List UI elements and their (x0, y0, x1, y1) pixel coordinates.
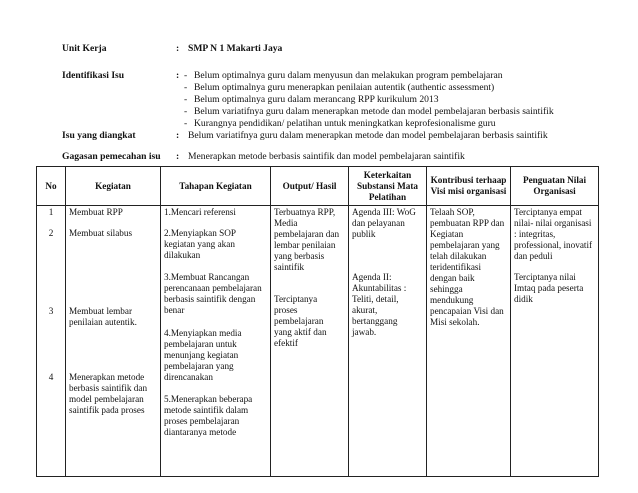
output-cell (271, 206, 349, 477)
row-number: 2 (48, 228, 54, 238)
table-row (37, 206, 599, 477)
identifikasi-isu-row (62, 70, 622, 132)
unit-kerja-label: Unit Kerja (62, 43, 107, 54)
identifikasi-isu-label: Identifikasi Isu (62, 70, 125, 81)
isu-item: - Belum optimalnya guru dalam merancang RPP kurikulum 2013 (184, 94, 439, 105)
unit-kerja-row (62, 43, 622, 55)
gagasan-label: Gagasan pemecahan isu (62, 151, 161, 162)
header-keterkaitan: Keterkaitan Substansi Mata Pelatihan (349, 167, 427, 206)
header-kontribusi: Kontribusi terhaap Visi misi organisasi (427, 167, 511, 206)
kontribusi-item: Telaah SOP, pembuatan RPP dan Kegiatan pembelajaran yang telah dilakukan teridentifikasi dengan baik sehingga mendukung pencapaian Visi dan Misi sekolah. (430, 207, 505, 327)
tahapan-item: 4.Menyiapkan media pembelajaran untuk menunjang kegiatan pembelajaran yang direncanakan (164, 328, 242, 382)
header-kegiatan: Kegiatan (66, 167, 161, 206)
header-tahapan: Tahapan Kegiatan (161, 167, 271, 206)
keterkaitan-cell (349, 206, 427, 477)
isu-diangkat-row (62, 130, 622, 142)
gagasan-row (62, 151, 622, 163)
isu-diangkat-label: Isu yang diangkat (62, 130, 136, 141)
row-number: 3 (48, 306, 54, 316)
keterkaitan-item: Agenda II: Akuntabilitas : Teliti, detail, akurat, bertanggang jawab. (352, 272, 407, 337)
kegiatan-item: Membuat lembar penilaian autentik. (69, 306, 137, 327)
isu-diangkat-value: Belum variatifnya guru dalam menerapkan metode dan model pembelajaran berbasis saintifik (188, 130, 548, 141)
kontribusi-cell (427, 206, 511, 477)
unit-kerja-value: SMP N 1 Makarti Jaya (188, 43, 283, 54)
isu-item: - Belum optimalnya guru dalam menyusun dan melakukan program pembelajaran (184, 70, 503, 81)
gagasan-colon: : (176, 151, 180, 162)
penguatan-item: Terciptanya empat nilai- nilai organisasi : integritas, professional, inovatif dan peduli (514, 207, 593, 261)
tahapan-item: 5.Menerapkan beberapa metode saintifik dalam proses pembelajaran diantaranya metode (164, 394, 253, 437)
penguatan-item: Terciptanya nilai Imtaq pada peserta didik (514, 272, 584, 304)
kegiatan-item: Membuat RPP (69, 207, 123, 217)
isu-item: - Belum optimalnya guru menerapkan penilaian autentik (authentic assessment) (184, 82, 495, 93)
row-number: 1 (48, 207, 54, 217)
penguatan-cell (511, 206, 599, 477)
row-number: 4 (48, 372, 54, 382)
isu-item: - Belum variatifnya guru dalam menerapkan metode dan model pembelajaran berbasis saintifik (184, 106, 554, 117)
identifikasi-isu-colon: : (176, 70, 180, 81)
tahapan-cell (161, 206, 271, 477)
kegiatan-item: Menerapkan metode berbasis saintifik dan model pembelajaran saintifik pada proses (69, 372, 148, 415)
header-penguatan: Penguatan Nilai Organisasi (511, 167, 599, 206)
isu-item: - Kurangnya pendidikan/ pelatihan untuk meningkatkan keprofesionalisme guru (184, 118, 496, 129)
header-no: No (37, 167, 66, 206)
table-header-row (37, 167, 599, 206)
tahapan-item: 3.Membuat Rancangan perencanaan pembelajaran berbasis saintifik dengan benar (164, 272, 262, 315)
tahapan-item: 2.Menyiapkan SOP kegiatan yang akan dilakukan (164, 228, 236, 260)
header-output: Output/ Hasil (271, 167, 349, 206)
activity-table (36, 166, 599, 477)
output-item: Terbuatnya RPP, Media pembelajaran dan lembar penilaian yang berbasis saintifik (274, 207, 340, 272)
unit-kerja-colon: : (176, 43, 180, 54)
tahapan-item: 1.Mencari referensi (164, 207, 236, 217)
output-item: Terciptanya proses pembelajaran yang aktif dan efektif (274, 294, 327, 348)
kegiatan-cell (66, 206, 161, 477)
gagasan-value: Menerapkan metode berbasis saintifik dan model pembelajaran saintifik (188, 151, 465, 162)
keterkaitan-item: Agenda III: WoG dan pelayanan publik (352, 207, 416, 239)
kegiatan-item: Membuat silabus (69, 228, 133, 238)
isu-list (184, 70, 554, 130)
isu-diangkat-colon: : (176, 130, 180, 141)
no-cell (37, 206, 66, 477)
